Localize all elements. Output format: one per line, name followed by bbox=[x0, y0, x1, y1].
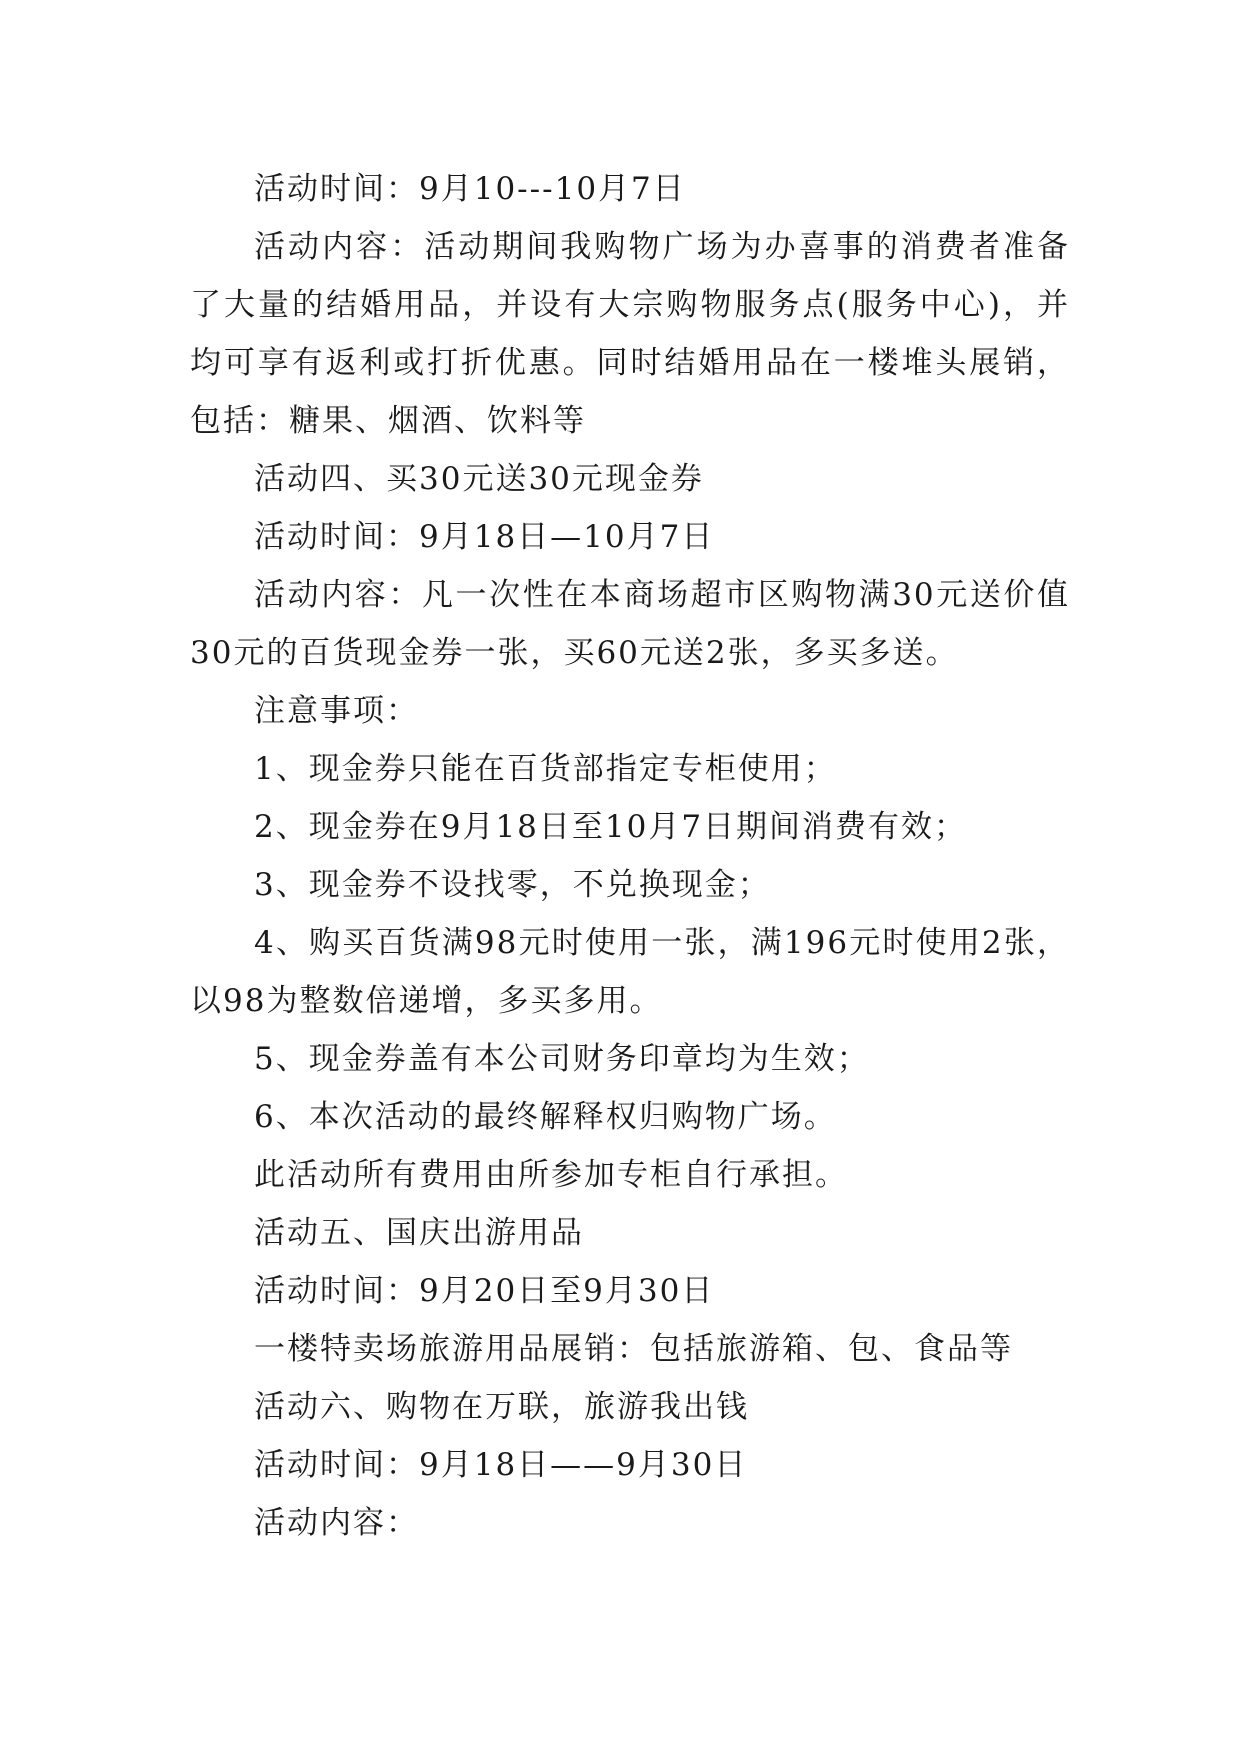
paragraph-event-time-1: 活动时间：9月10---10月7日 bbox=[254, 171, 686, 207]
paragraph-note-3: 3、现金券不设找零，不兑换现金； bbox=[254, 867, 771, 903]
paragraph-event-content-1: 活动内容：活动期间我购物广场为办喜事的消费者准备了大量的结婚用品，并设有大宗购物服务点(服务中心)，并均可享有返利或打折优惠。同时结婚用品在一楼堆头展销，包括：糖果、烟酒、饮料等 bbox=[190, 229, 1070, 439]
paragraph-event-six-title: 活动六、购物在万联，旅游我出钱 bbox=[254, 1389, 749, 1425]
paragraph-event-four-title: 活动四、买30元送30元现金券 bbox=[254, 461, 704, 497]
paragraph-note-4: 4、购买百货满98元时使用一张，满196元时使用2张，以98为整数倍递增，多买多用。 bbox=[190, 925, 1070, 1019]
paragraph-note-6: 6、本次活动的最终解释权归购物广场。 bbox=[254, 1099, 837, 1135]
paragraph-event-time-4: 活动时间：9月18日——9月30日 bbox=[254, 1447, 748, 1483]
paragraph-event-time-3: 活动时间：9月20日至9月30日 bbox=[254, 1273, 715, 1309]
paragraph-travel-goods: 一楼特卖场旅游用品展销：包括旅游箱、包、食品等 bbox=[254, 1331, 1013, 1367]
paragraph-note-1: 1、现金券只能在百货部指定专柜使用； bbox=[254, 751, 837, 787]
paragraph-cost-note: 此活动所有费用由所参加专柜自行承担。 bbox=[254, 1157, 848, 1193]
paragraph-event-five-title: 活动五、国庆出游用品 bbox=[254, 1215, 584, 1251]
paragraph-note-5: 5、现金券盖有本公司财务印章均为生效； bbox=[254, 1041, 870, 1077]
paragraph-event-content-2: 活动内容：凡一次性在本商场超市区购物满30元送价值30元的百货现金券一张，买60元送2张，多买多送。 bbox=[190, 577, 1070, 671]
paragraph-event-time-2: 活动时间：9月18日—10月7日 bbox=[254, 519, 715, 555]
paragraph-note-2: 2、现金券在9月18日至10月7日期间消费有效； bbox=[254, 809, 968, 845]
document-body bbox=[190, 160, 1070, 1552]
paragraph-notes-heading: 注意事项： bbox=[254, 693, 419, 729]
paragraph-event-content-3: 活动内容： bbox=[254, 1505, 419, 1541]
